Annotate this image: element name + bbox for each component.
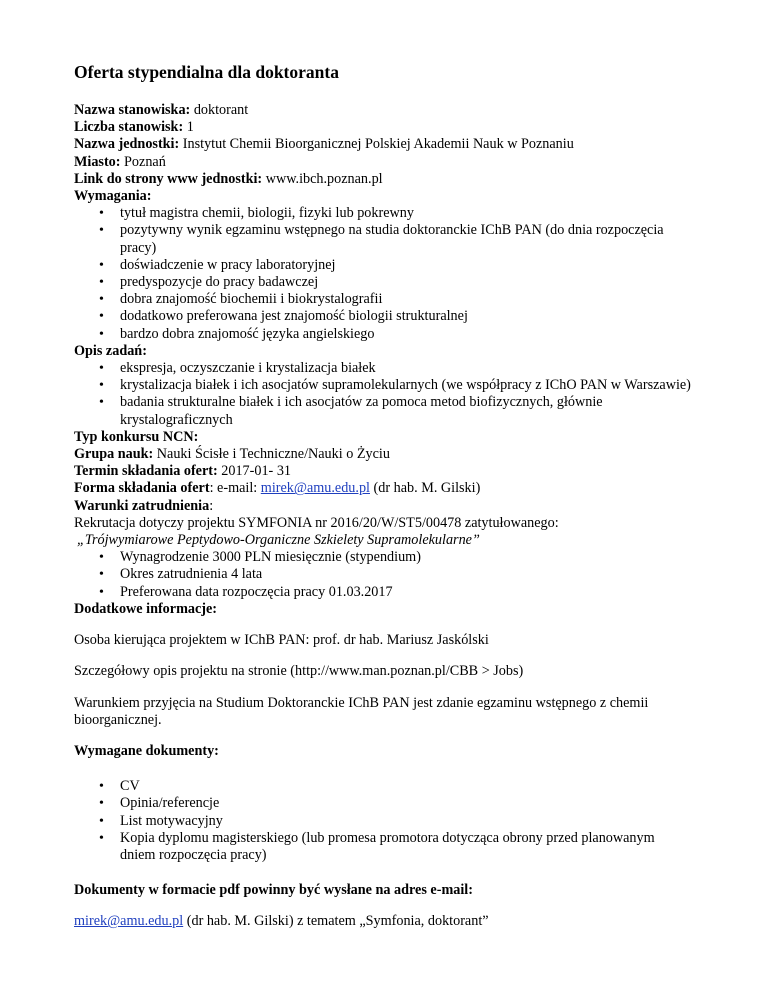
page-title: Oferta stypendialna dla doktoranta [74,62,339,82]
list-item: • doświadczenie w pracy laboratoryjnej [74,257,694,274]
list-item: • Okres zatrudnienia 4 lata [74,566,694,583]
final-line: mirek@amu.edu.pl (dr hab. M. Gilski) z tematem „Symfonia, doktorant” [74,913,489,930]
warunki-heading: Warunki zatrudnienia: [74,497,214,514]
list-item: • dobra znajomość biochemii i biokrystalografii [74,291,694,308]
list-item: • bardzo dobra znajomość języka angielskiego [74,326,694,343]
forma-skladania: Forma składania ofert: e-mail: mirek@amu.edu.pl (dr hab. M. Gilski) [74,480,481,497]
list-item: • dodatkowo preferowana jest znajomość biologii strukturalnej [74,308,694,325]
list-item: • predyspozycje do pracy badawczej [74,274,694,291]
list-item: • pozytywny wynik egzaminu wstępnego na studia doktoranckie IChB PAN (do dnia rozpoczęcia pracy) [74,222,694,256]
field-miasto: Miasto: Poznań [74,153,166,170]
opis-heading: Opis zadań: [74,342,147,359]
email-link[interactable]: mirek@amu.edu.pl [260,480,370,497]
pdf-heading: Dokumenty w formacie pdf powinny być wysłane na adres e-mail: [74,882,473,899]
list-item: • tytuł magistra chemii, biologii, fizyki lub pokrewny [74,205,694,222]
dodatkowe-heading: Dodatkowe informacje: [74,600,218,617]
wymagania-heading: Wymagania: [74,188,152,205]
field-nazwa-stanowiska: Nazwa stanowiska: doktorant [74,102,249,118]
list-item: • Wynagrodzenie 3000 PLN miesięcznie (stypendium) [74,549,694,566]
final-email-link[interactable]: mirek@amu.edu.pl [74,913,184,930]
wymagania-list [74,205,694,343]
grupa-nauk: Grupa nauk: Nauki Ścisłe i Techniczne/Nauki o Życiu [74,446,390,463]
list-item: • ekspresja, oczyszczanie i krystalizacja białek [74,360,694,377]
list-item: • List motywacyjny [74,813,694,830]
dokumenty-heading: Wymagane dokumenty: [74,742,219,759]
list-item: • Kopia dyplomu magisterskiego (lub promesa promotora dotycząca obrony przed planowanym dniem rozpoczęcia pracy) [74,830,694,864]
list-item: • krystalizacja białek i ich asocjatów supramolekularnych (we współpracy z IChO PAN w Warszawie) [74,377,694,394]
project-title: „Trójwymiarowe Peptydowo-Organiczne Szkielety Supramolekularne” [77,532,480,549]
list-item: • CV [74,778,694,795]
list-item: • Preferowana data rozpoczęcia pracy 01.03.2017 [74,584,694,601]
dokumenty-list [74,778,694,864]
list-item: • Opinia/referencje [74,795,694,812]
field-link: Link do strony www jednostki: www.ibch.poznan.pl [74,170,383,187]
rekrutacja-text: Rekrutacja dotyczy projektu SYMFONIA nr 2016/20/W/ST5/00478 zatytułowanego: [74,514,559,531]
typ-konkursu: Typ konkursu NCN: [74,428,199,445]
list-item: • badania strukturalne białek i ich asocjatów za pomoca metod biofizycznych, głównie krystalograficznych [74,394,694,428]
offer-details [74,102,694,931]
warunki-list [74,549,694,601]
field-liczba-stanowisk: Liczba stanowisk: 1 [74,119,194,136]
szczegolowy-opis: Szczegółowy opis projektu na stronie (http://www.man.poznan.pl/CBB > Jobs) [74,663,524,680]
opis-list [74,360,694,429]
field-nazwa-jednostki: Nazwa jednostki: Instytut Chemii Bioorganicznej Polskiej Akademii Nauk w Poznaniu [74,136,574,153]
osoba-kierujaca: Osoba kierująca projektem w IChB PAN: prof. dr hab. Mariusz Jaskólski [74,632,489,649]
warunek-przyjecia: Warunkiem przyjęcia na Studium Doktoranckie IChB PAN jest zdanie egzaminu wstępnego z chemii bioorganicznej. [74,694,649,728]
termin-skladania: Termin składania ofert: 2017-01- 31 [74,463,292,480]
